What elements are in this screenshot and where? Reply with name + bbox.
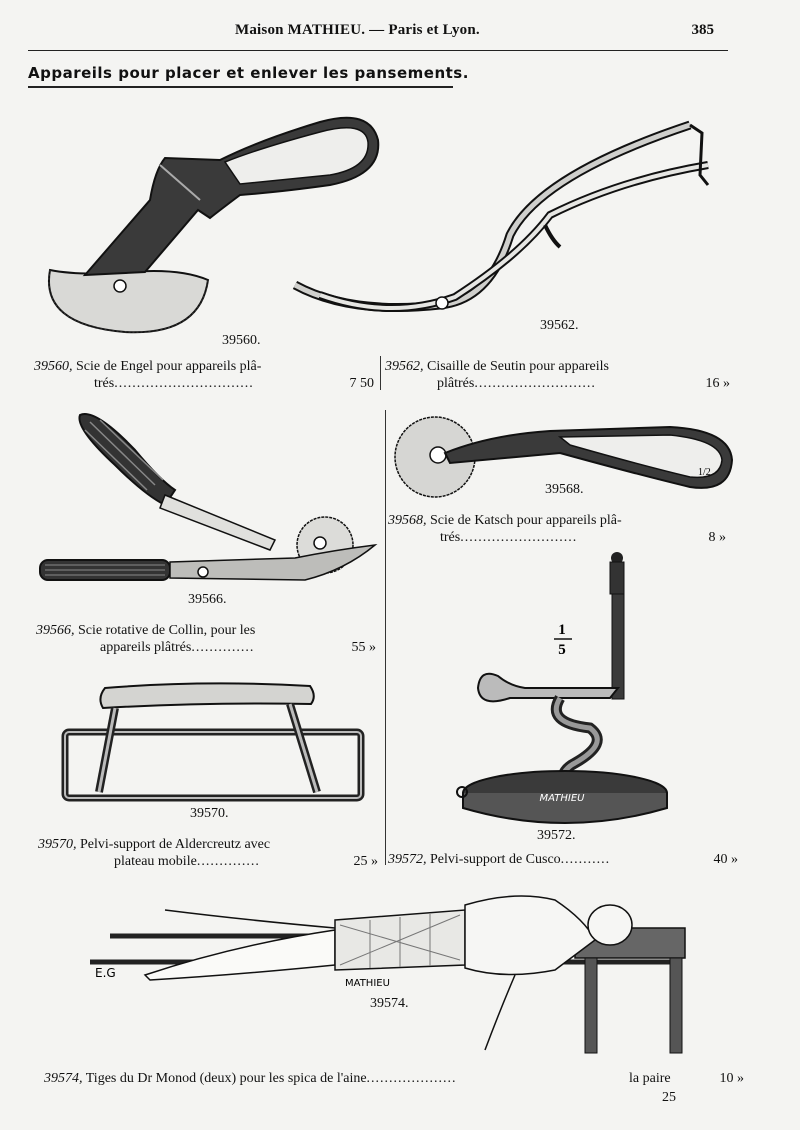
entry-39560 <box>34 358 374 392</box>
entry-price: 40 » <box>713 852 738 867</box>
entry-description-cont: appareils plâtrés <box>100 640 192 655</box>
entry-description: Scie de Katsch pour appareils plâ- <box>430 513 622 528</box>
entry-number: 39560, <box>34 359 73 374</box>
scale-numerator: 1 <box>558 622 566 638</box>
entry-39562 <box>385 358 730 392</box>
page-number: 385 <box>691 22 714 38</box>
entry-description-cont: plateau mobile <box>114 854 197 869</box>
leader-dots: .............. <box>191 640 255 655</box>
entry-39574 <box>44 1070 744 1087</box>
monod-rods-illustration <box>85 880 695 1055</box>
caption-39572: 39572. <box>537 828 576 843</box>
entry-description: Scie rotative de Collin, pour les <box>78 623 256 638</box>
leader-dots: ............................... <box>114 376 254 391</box>
entry-description: Cisaille de Seutin pour appareils <box>427 359 609 374</box>
entry-price: 55 » <box>351 640 376 655</box>
entry-unit: la paire <box>629 1071 671 1086</box>
leader-dots: .................... <box>366 1071 457 1086</box>
maker-mark: MATHIEU <box>539 793 585 804</box>
entry-description-cont: plâtrés <box>437 376 475 391</box>
caption-39560: 39560. <box>222 333 261 348</box>
entry-39570 <box>38 836 378 870</box>
entry-price: 7 50 <box>349 376 374 391</box>
column-divider-top <box>380 356 381 390</box>
leader-dots: ........................... <box>474 376 596 391</box>
entry-description: Pelvi-support de Cusco <box>430 852 561 867</box>
scale-denominator: 5 <box>558 642 566 658</box>
aldercreutz-pelvi-support-illustration <box>55 680 375 805</box>
entry-price: 8 » <box>708 530 726 545</box>
caption-39566: 39566. <box>188 592 227 607</box>
entry-price: 16 » <box>705 376 730 391</box>
caption-39562: 39562. <box>540 318 579 333</box>
entry-price: 25 » <box>353 854 378 869</box>
entry-description: Tiges du Dr Monod (deux) pour les spica de l'aine <box>85 1071 367 1086</box>
entry-number: 39568, <box>388 513 427 528</box>
entry-description-cont: trés <box>94 376 115 391</box>
leader-dots: .......................... <box>460 530 578 545</box>
section-title: Appareils pour placer et enlever les pansements. <box>28 64 469 82</box>
entry-number: 39572, <box>388 852 427 867</box>
header-title: Maison MATHIEU. — Paris et Lyon. <box>235 22 480 38</box>
caption-39568: 39568. <box>545 482 584 497</box>
footer-number: 25 <box>662 1090 676 1105</box>
cusco-pelvi-support-illustration <box>450 548 680 828</box>
maker-mark: MATHIEU <box>345 978 390 989</box>
section-title-underline <box>28 86 453 88</box>
caption-39570: 39570. <box>190 806 229 821</box>
entry-description: Scie de Engel pour appareils plâ- <box>76 359 262 374</box>
entry-39568 <box>388 512 726 546</box>
collin-rotary-saw-illustration <box>35 410 380 595</box>
entry-number: 39570, <box>38 837 77 852</box>
entry-number: 39562, <box>385 359 424 374</box>
entry-number: 39566, <box>36 623 75 638</box>
page-header <box>0 22 800 46</box>
entry-description: Pelvi-support de Aldercreutz avec <box>80 837 271 852</box>
entry-39572 <box>388 851 738 868</box>
entry-description-cont: trés <box>440 530 461 545</box>
seutin-shears-illustration <box>290 115 720 330</box>
scale-mark: 1/2 <box>698 467 711 478</box>
caption-39574: 39574. <box>370 996 409 1011</box>
entry-39566 <box>36 622 376 656</box>
entry-number: 39574, <box>44 1071 83 1086</box>
leader-dots: .............. <box>196 854 260 869</box>
header-rule <box>28 50 728 51</box>
engraver-signature: E.G <box>95 966 116 980</box>
column-divider <box>385 410 386 865</box>
leader-dots: ........... <box>560 852 611 867</box>
entry-price: 10 » <box>719 1071 744 1086</box>
